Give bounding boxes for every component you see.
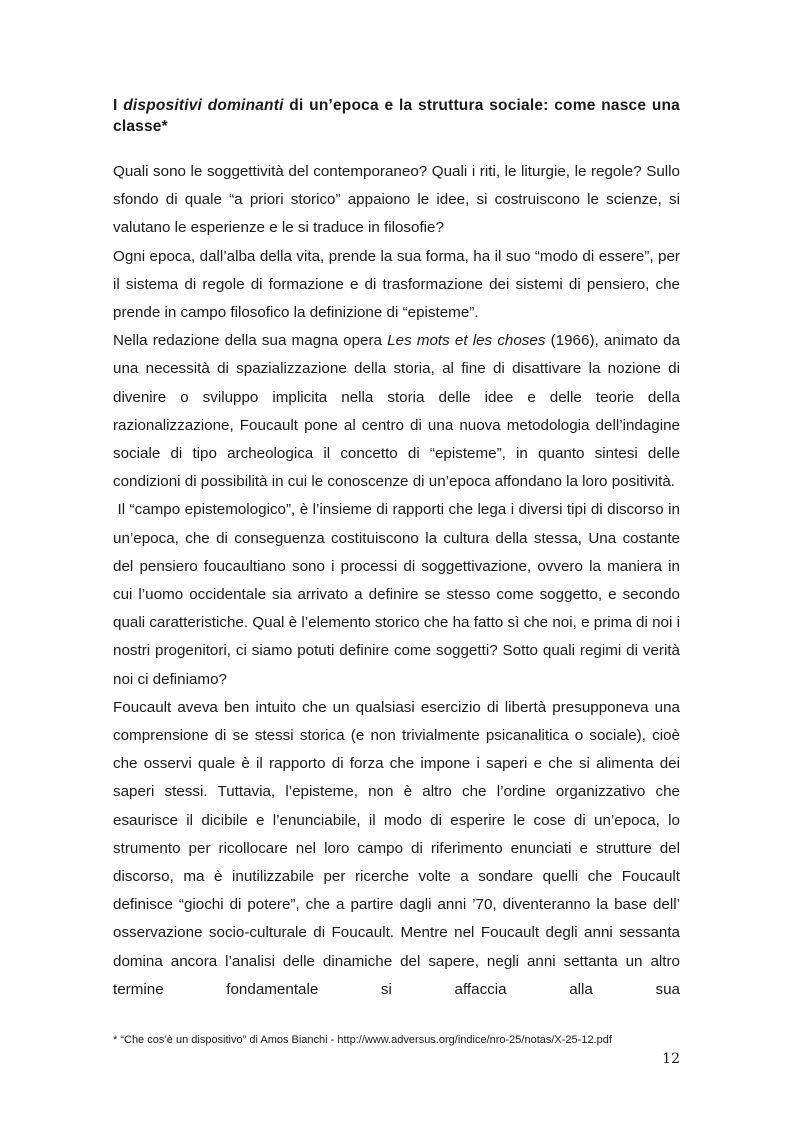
heading-part-2: di un’epoca e la struttura sociale: come nasce una classe* — [113, 97, 680, 135]
heading-part-1: I — [113, 97, 124, 114]
paragraph-2: Ogni epoca, dall’alba della vita, prende la sua forma, ha il suo “modo di essere”, per il sistema di regole di formazione e di trasformazione dei sistemi di pensiero, che prende in campo filosofico la definizione di “episteme”. — [113, 247, 680, 322]
book-title: Les mots et les choses — [387, 332, 546, 350]
footnote: * “Che cos’è un dispositivo” di Amos Bianchi - http://www.adversus.org/indice/nro-25/notas/X-25-12.pdf — [113, 1034, 612, 1046]
section-heading — [113, 95, 680, 137]
paragraph-3-after: (1966), animato da una necessità di spazializzazione della storia, al fine di disattivare la nozione di divenire o sviluppo implicita nella storia delle idee e delle teorie della razionalizzazione, Foucault pone al centro di una nuova metodologia dell’indagine sociale di tipo archeologica il concetto di “episteme”, in quanto sintesi delle condizioni di possibilità in cui le conoscenze di un’epoca affondano la loro positività. — [113, 332, 680, 491]
body-text — [113, 158, 685, 1004]
paragraph-3 — [113, 327, 680, 496]
page-number: 12 — [662, 1051, 680, 1067]
heading-italic: dispositivi dominanti — [123, 97, 284, 114]
paragraph-3-before: Nella redazione della sua magna opera — [113, 332, 388, 350]
paragraph-1: Quali sono le soggettività del contemporaneo? Quali i riti, le liturgie, le regole? Sullo sfondo di quale “a priori storico” appaiono le idee, si costruiscono le scienze, si valutano le esperienze e le si traduce in filosofie? — [113, 163, 680, 237]
paragraph-5: Foucault aveva ben intuito che un qualsiasi esercizio di libertà presupponeva una comprensione di se stessi storica (e non trivialmente psicanalitica o sociale), cioè che osservi quale è il rapporto di forza che impone i saperi e che si alimenta dei saperi stessi. Tuttavia, l’episteme, non è altro che l’ordine organizzativo che esaurisce il dicibile e l’enunciabile, il modo di esperire le cose di un’epoca, lo strumento per ricollocare nel loro campo di riferimento enunciati e strutture del discorso, ma è inutilizzabile per ricerche volte a sondare quelli che Foucault definisce “giochi di potere”, che a partire dagli anni ’70, diventeranno la base dell’ osservazione socio-culturale di Foucault. Mentre nel Foucault degli anni sessanta domina ancora l’analisi delle dinamiche del sapere, negli anni settanta un altro termine fondamentale si affaccia alla sua — [113, 698, 680, 998]
paragraph-4: Il “campo epistemologico”, è l’insieme di rapporti che lega i diversi tipi di discorso in un’epoca, che di conseguenza costituiscono la cultura della stessa, Una costante del pensiero foucaultiano sono i processi di soggettivazione, ovvero la maniera in cui l’uomo occidentale sia arrivato a definire se stesso come soggetto, e secondo quali caratteristiche. Qual è l’elemento storico che ha fatto sì che noi, e prima di noi i nostri progenitori, ci siamo potuti definire come soggetti? Sotto quali regimi di verità noi ci definiamo? — [113, 501, 685, 688]
